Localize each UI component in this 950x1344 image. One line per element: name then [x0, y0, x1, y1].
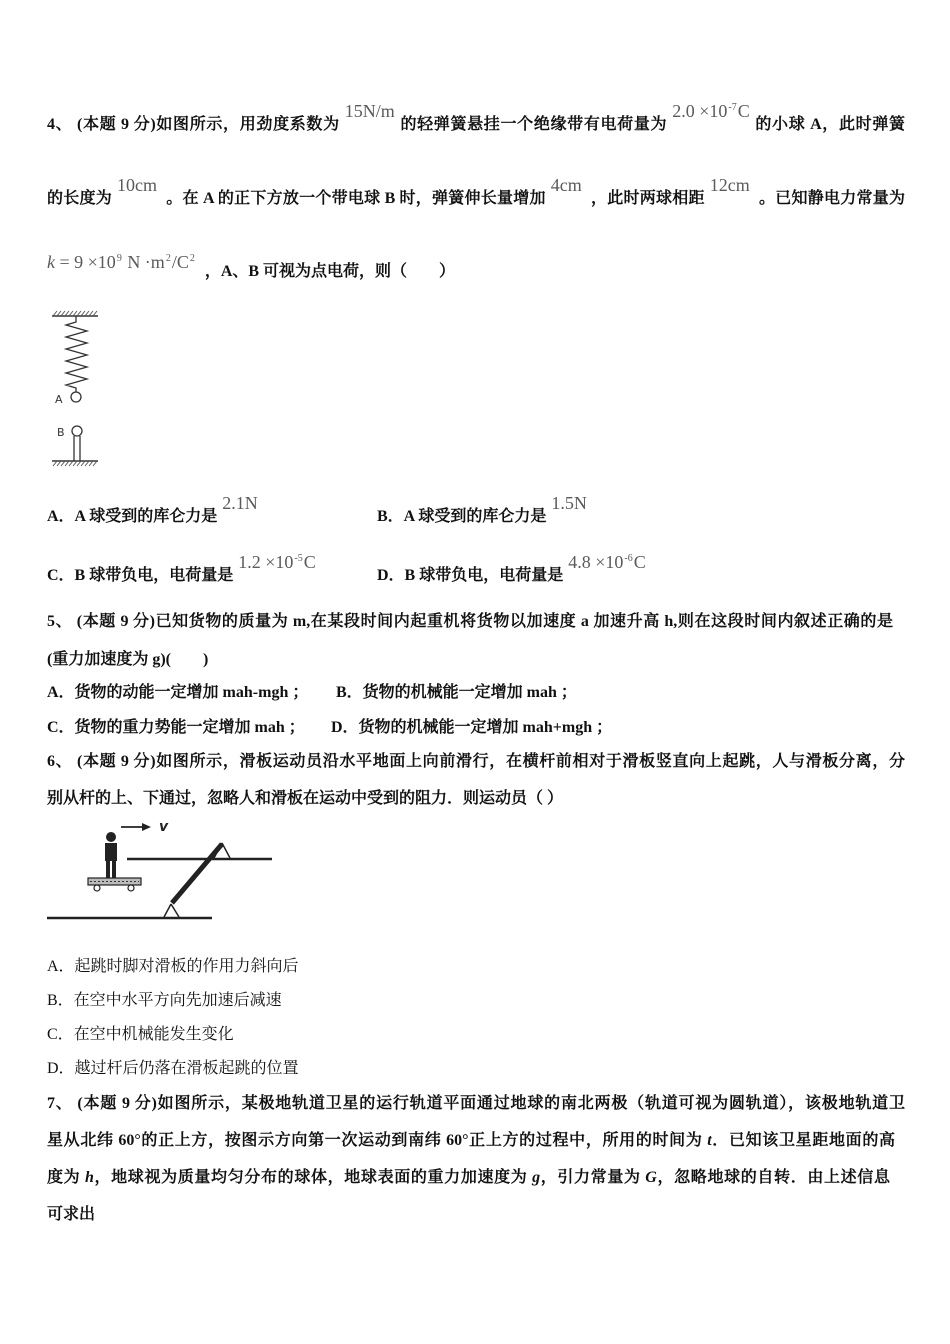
formula-exponent: -7: [728, 102, 737, 113]
coulomb-constant-formula: [47, 253, 196, 271]
spring-figure: [45, 305, 105, 470]
ball-b: [72, 426, 82, 436]
q5-option-d: D．货物的机械能一定增加 mah+mgh ；: [331, 719, 613, 736]
ball-b-stand: [74, 436, 80, 461]
option-text: A．A 球受到的库仑力是: [47, 508, 218, 525]
q4-stem-text: 4、 (本题 9 分)如图所示，用劲度系数为: [47, 116, 340, 133]
option-formula: [568, 553, 646, 571]
option-formula: [222, 494, 258, 512]
q5-option-b: B．货物的机械能一定增加 mah ；: [336, 684, 577, 701]
formula-mantissa: 4.8 ×10: [568, 552, 624, 572]
formula-text: 12cm: [709, 175, 750, 195]
formula-variable: k: [47, 252, 55, 272]
formula-exponent: 9: [116, 253, 122, 264]
crossbar: [172, 844, 222, 903]
q6-stem-line-1: 6、 (本题 9 分)如图所示，滑板运动员沿水平地面上向前滑行，在横杆前相对于滑板竖直向上起跳，人与滑板分离，分: [47, 753, 905, 770]
formula-mantissa: 1.2 ×10: [238, 552, 294, 572]
formula-unit: C: [737, 101, 750, 121]
formula-unit: C: [303, 552, 316, 572]
q5-stem-line-1: 5、 (本题 9 分)已知货物的质量为 m,在某段时间内起重机将货物以加速度 a 加速升高 h,则在这段时间内叙述正确的是: [47, 613, 893, 630]
variable-h: h: [84, 1169, 94, 1186]
crossbar-lower-support: [164, 904, 179, 917]
ball-a-label: A: [55, 393, 63, 406]
option-text: B．A 球受到的库仑力是: [377, 508, 547, 525]
formula-exponent: -5: [294, 553, 303, 564]
velocity-label: v: [159, 819, 169, 835]
q6-option-a: A．起跳时脚对滑板的作用力斜向后: [47, 958, 299, 975]
q7-stem-text: ，地球视为质量均匀分布的球体，地球表面的重力加速度为: [93, 1169, 533, 1186]
q7-stem-line-1: 7、 (本题 9 分)如图所示，某极地轨道卫星的运行轨道平面通过地球的南北两极（轨道可视为圆轨道），该极地轨道卫: [47, 1095, 905, 1112]
formula-text: N ·m: [122, 252, 165, 272]
q7-stem-line-4: 可求出: [47, 1206, 96, 1223]
formula-text: 2.1N: [222, 493, 258, 513]
variable-t: t: [707, 1132, 712, 1149]
variable-G: G: [645, 1169, 657, 1186]
q4-stem-text: 的小球 A，此时弹簧: [754, 116, 905, 133]
q4-stem-text: 的长度为: [47, 190, 112, 207]
distance-formula: [710, 176, 750, 194]
option-formula: [238, 553, 316, 571]
q7-stem-text: 度为: [47, 1169, 85, 1186]
q4-stem-text: ，A、B 可视为点电荷，则（ ）: [200, 263, 456, 280]
option-text: C．B 球带负电，电荷量是: [47, 567, 234, 584]
q6-option-c: C．在空中机械能发生变化: [47, 1026, 234, 1043]
spring-coil: [66, 316, 87, 392]
q7-stem-text: ．已知该卫星距地面的高: [711, 1132, 895, 1149]
q6-stem-line-2: 别从杆的上、下通过，忽略人和滑板在运动中受到的阻力．则运动员（ ）: [47, 790, 564, 807]
velocity-arrow-head: [142, 823, 151, 831]
charge-a-formula: [672, 102, 750, 120]
q4-stem-text: 的轻弹簧悬挂一个绝缘带有电荷量为: [399, 116, 668, 133]
q4-stem-line-3: [47, 252, 456, 283]
q4-stem-text: 。已知静电力常量为: [754, 190, 905, 207]
q4-stem-text: 。在 A 的正下方放一个带电球 B 时，弹簧伸长量增加: [162, 190, 546, 207]
formula-text: /C: [171, 252, 189, 272]
variable-g: g: [532, 1169, 541, 1186]
q6-option-d: D．越过杆后仍落在滑板起跳的位置: [47, 1060, 299, 1077]
skater-head: [106, 832, 116, 842]
formula-exponent: -6: [624, 553, 633, 564]
skateboard-wheel-rear: [94, 885, 100, 891]
option-text: D．B 球带负电，电荷量是: [377, 567, 564, 584]
formula-text: 1.5N: [551, 493, 587, 513]
spring-length-formula: [117, 176, 157, 194]
formula-mantissa: 2.0 ×10: [672, 101, 728, 121]
ball-b-label: B: [57, 426, 65, 439]
skater-legs: [106, 861, 116, 878]
ball-a: [71, 392, 81, 402]
q7-stem-text: 星从北纬 60°的正上方，按图示方向第一次运动到南纬 60°正上方的过程中，所用的时间为: [47, 1132, 708, 1149]
extension-formula: [551, 176, 582, 194]
q4-stem-text: ，此时两球相距: [586, 190, 705, 207]
q5-stem-line-2: (重力加速度为 g)( ): [47, 651, 209, 668]
q7-stem-line-3: [47, 1167, 890, 1189]
formula-exponent: 2: [165, 253, 171, 264]
q4-option-a: [47, 493, 263, 528]
q4-stem-line-2: [47, 175, 905, 210]
formula-text: 10cm: [117, 175, 157, 195]
formula-unit: C: [633, 552, 646, 572]
formula-text: 4cm: [550, 175, 582, 195]
formula-text: = 9 ×10: [55, 252, 116, 272]
q7-stem-text: ，引力常量为: [540, 1169, 646, 1186]
skater-torso: [105, 843, 117, 861]
skateboard-figure: [45, 815, 277, 925]
q7-stem-text: ，忽略地球的自转．由上述信息: [656, 1169, 890, 1186]
q4-option-b: [377, 493, 592, 528]
q7-stem-line-2: [47, 1130, 895, 1152]
spring-constant-formula: [345, 102, 395, 120]
skateboard-wheel-front: [128, 885, 134, 891]
formula-exponent: 2: [189, 253, 195, 264]
option-formula: [551, 494, 587, 512]
q5-option-c: C．货物的重力势能一定增加 mah ；: [47, 719, 305, 736]
formula-text: 15N/m: [344, 101, 395, 121]
q6-option-b: B．在空中水平方向先加速后减速: [47, 992, 282, 1009]
q5-option-a: A．货物的动能一定增加 mah-mgh ；: [47, 684, 309, 701]
